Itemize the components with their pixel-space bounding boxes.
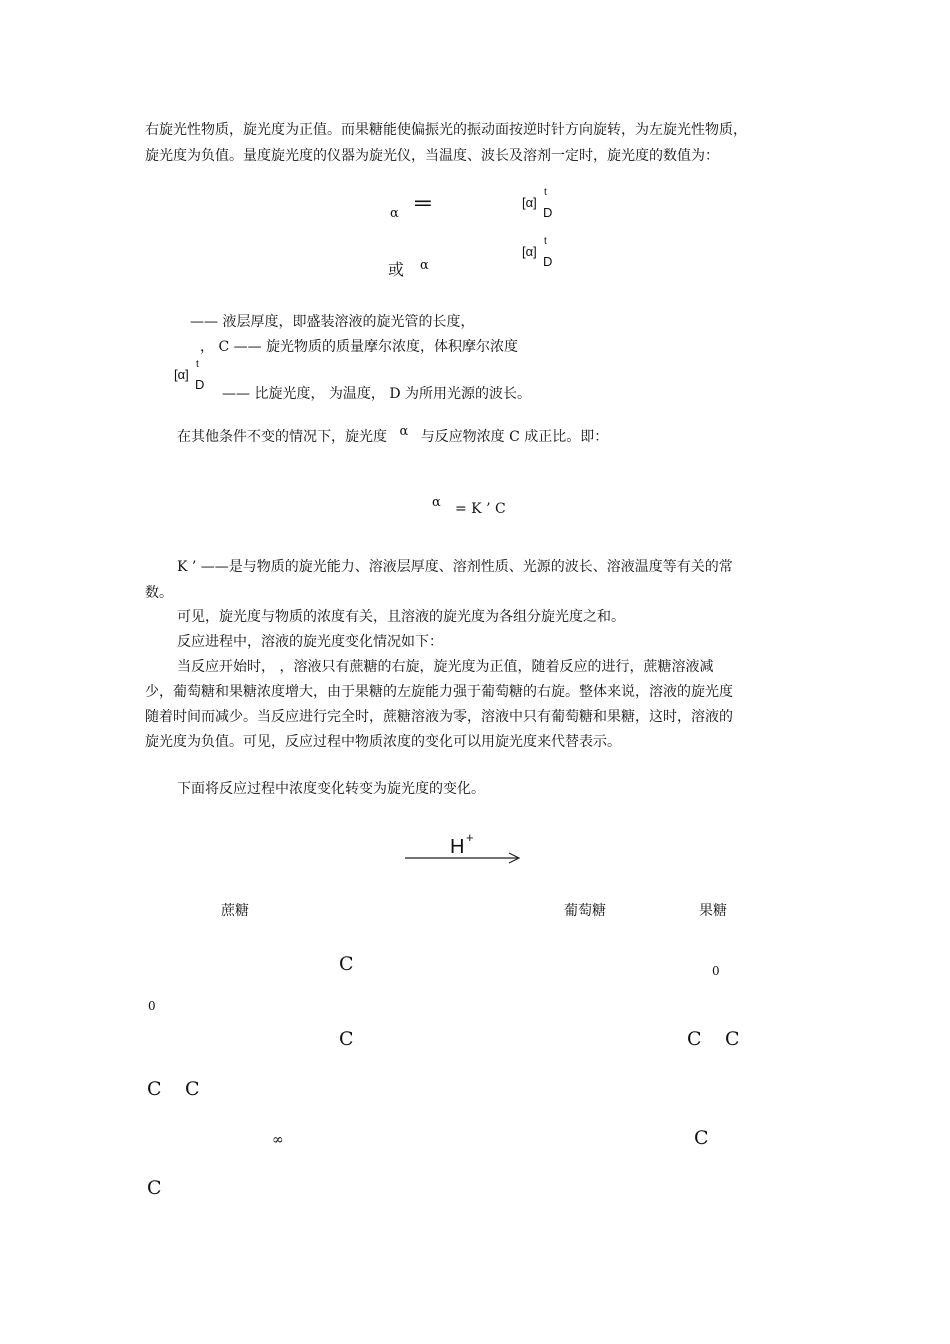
alpha-symbol: α xyxy=(390,206,399,221)
initial-zero: 0 xyxy=(148,999,156,1013)
temperature-superscript: t xyxy=(196,359,199,370)
concentration-symbol: C xyxy=(694,1127,709,1149)
process-line-2: 少，葡萄糖和果糖浓度增大，由于果糖的左旋能力强于葡萄糖的右旋。整体来说，溶液的旋光度 xyxy=(145,684,733,700)
proportional-after: 与反应物浓度 C 成正比。即： xyxy=(420,429,609,445)
concentration-symbol: C xyxy=(687,1028,702,1050)
glucose-label: 葡萄糖 xyxy=(564,903,606,919)
concentration-symbol: C xyxy=(725,1028,740,1050)
intro-line-2: 旋光度为负值。量度旋光度的仪器为旋光仪，当温度、波长及溶剂一定时，旋光度的数值为： xyxy=(145,148,719,164)
initial-zero: 0 xyxy=(712,964,720,978)
arrow-icon xyxy=(404,850,522,866)
proportional-before: 在其他条件不变的情况下，旋光度 xyxy=(177,429,387,445)
proportional-statement xyxy=(177,424,608,451)
concentration-symbol: C xyxy=(147,1177,162,1199)
catalyst-label: H xyxy=(450,836,465,858)
specific-rotation-bracket: [α] xyxy=(174,367,189,382)
infinity-symbol: ∞ xyxy=(272,1132,284,1148)
concentration-definition: ， C —— 旋光物质的质量摩尔浓度，体积摩尔浓度 xyxy=(200,339,519,355)
specific-rotation-definition: —— 比旋光度， 为温度， D 为所用光源的波长。 xyxy=(222,386,532,402)
temperature-superscript: t xyxy=(544,236,547,247)
temperature-superscript: t xyxy=(544,187,547,198)
fructose-label: 果糖 xyxy=(699,903,727,919)
k-definition-line-1: K ’ ——是与物质的旋光能力、溶液层厚度、溶剂性质、光源的波长、溶液温度等有关的常 xyxy=(177,559,733,575)
conversion-intro: 下面将反应过程中浓度变化转变为旋光度的变化。 xyxy=(177,781,485,797)
process-line-3: 随着时间而减少。当反应进行完全时，蔗糖溶液为零，溶液中只有葡萄糖和果糖，这时，溶液的 xyxy=(145,709,733,725)
concentration-symbol: C xyxy=(147,1078,162,1100)
concentration-symbol: C xyxy=(339,1028,354,1050)
intro-line-1: 右旋光性物质，旋光度为正值。而果糖能使偏振光的振动面按逆时针方向旋转，为左旋光性物质， xyxy=(145,122,747,138)
process-line-1: 当反应开始时， ，溶液只有蔗糖的右旋，旋光度为正值，随着反应的进行，蔗糖溶液减 xyxy=(177,659,714,675)
wavelength-subscript: D xyxy=(543,254,553,269)
path-length-definition: —— 液层厚度，即盛装溶液的旋光管的长度， xyxy=(190,314,475,330)
alpha-symbol: α xyxy=(432,495,441,510)
wavelength-subscript: D xyxy=(543,205,553,220)
wavelength-subscript: D xyxy=(195,377,205,392)
equals-sign: ═ xyxy=(415,190,431,215)
process-line-4: 旋光度为负值。可见，反应过程中物质浓度的变化可以用旋光度来代替表示。 xyxy=(145,734,621,750)
k-definition-line-2: 数。 xyxy=(145,585,173,601)
process-intro: 反应进程中，溶液的旋光度变化情况如下： xyxy=(177,634,443,650)
sucrose-label: 蔗糖 xyxy=(221,903,249,919)
visible-statement: 可见，旋光度与物质的浓度有关，且溶液的旋光度为各组分旋光度之和。 xyxy=(177,609,625,625)
specific-rotation-bracket: [α] xyxy=(522,195,537,210)
kc-formula: = K ’ C xyxy=(455,501,506,517)
alpha-symbol: α xyxy=(420,258,429,273)
concentration-symbol: C xyxy=(339,953,354,975)
catalyst-superscript: + xyxy=(466,830,474,845)
specific-rotation-bracket: [α] xyxy=(522,244,537,259)
or-label: 或 xyxy=(388,260,405,279)
alpha-symbol: α xyxy=(399,424,409,439)
concentration-symbol: C xyxy=(185,1078,200,1100)
